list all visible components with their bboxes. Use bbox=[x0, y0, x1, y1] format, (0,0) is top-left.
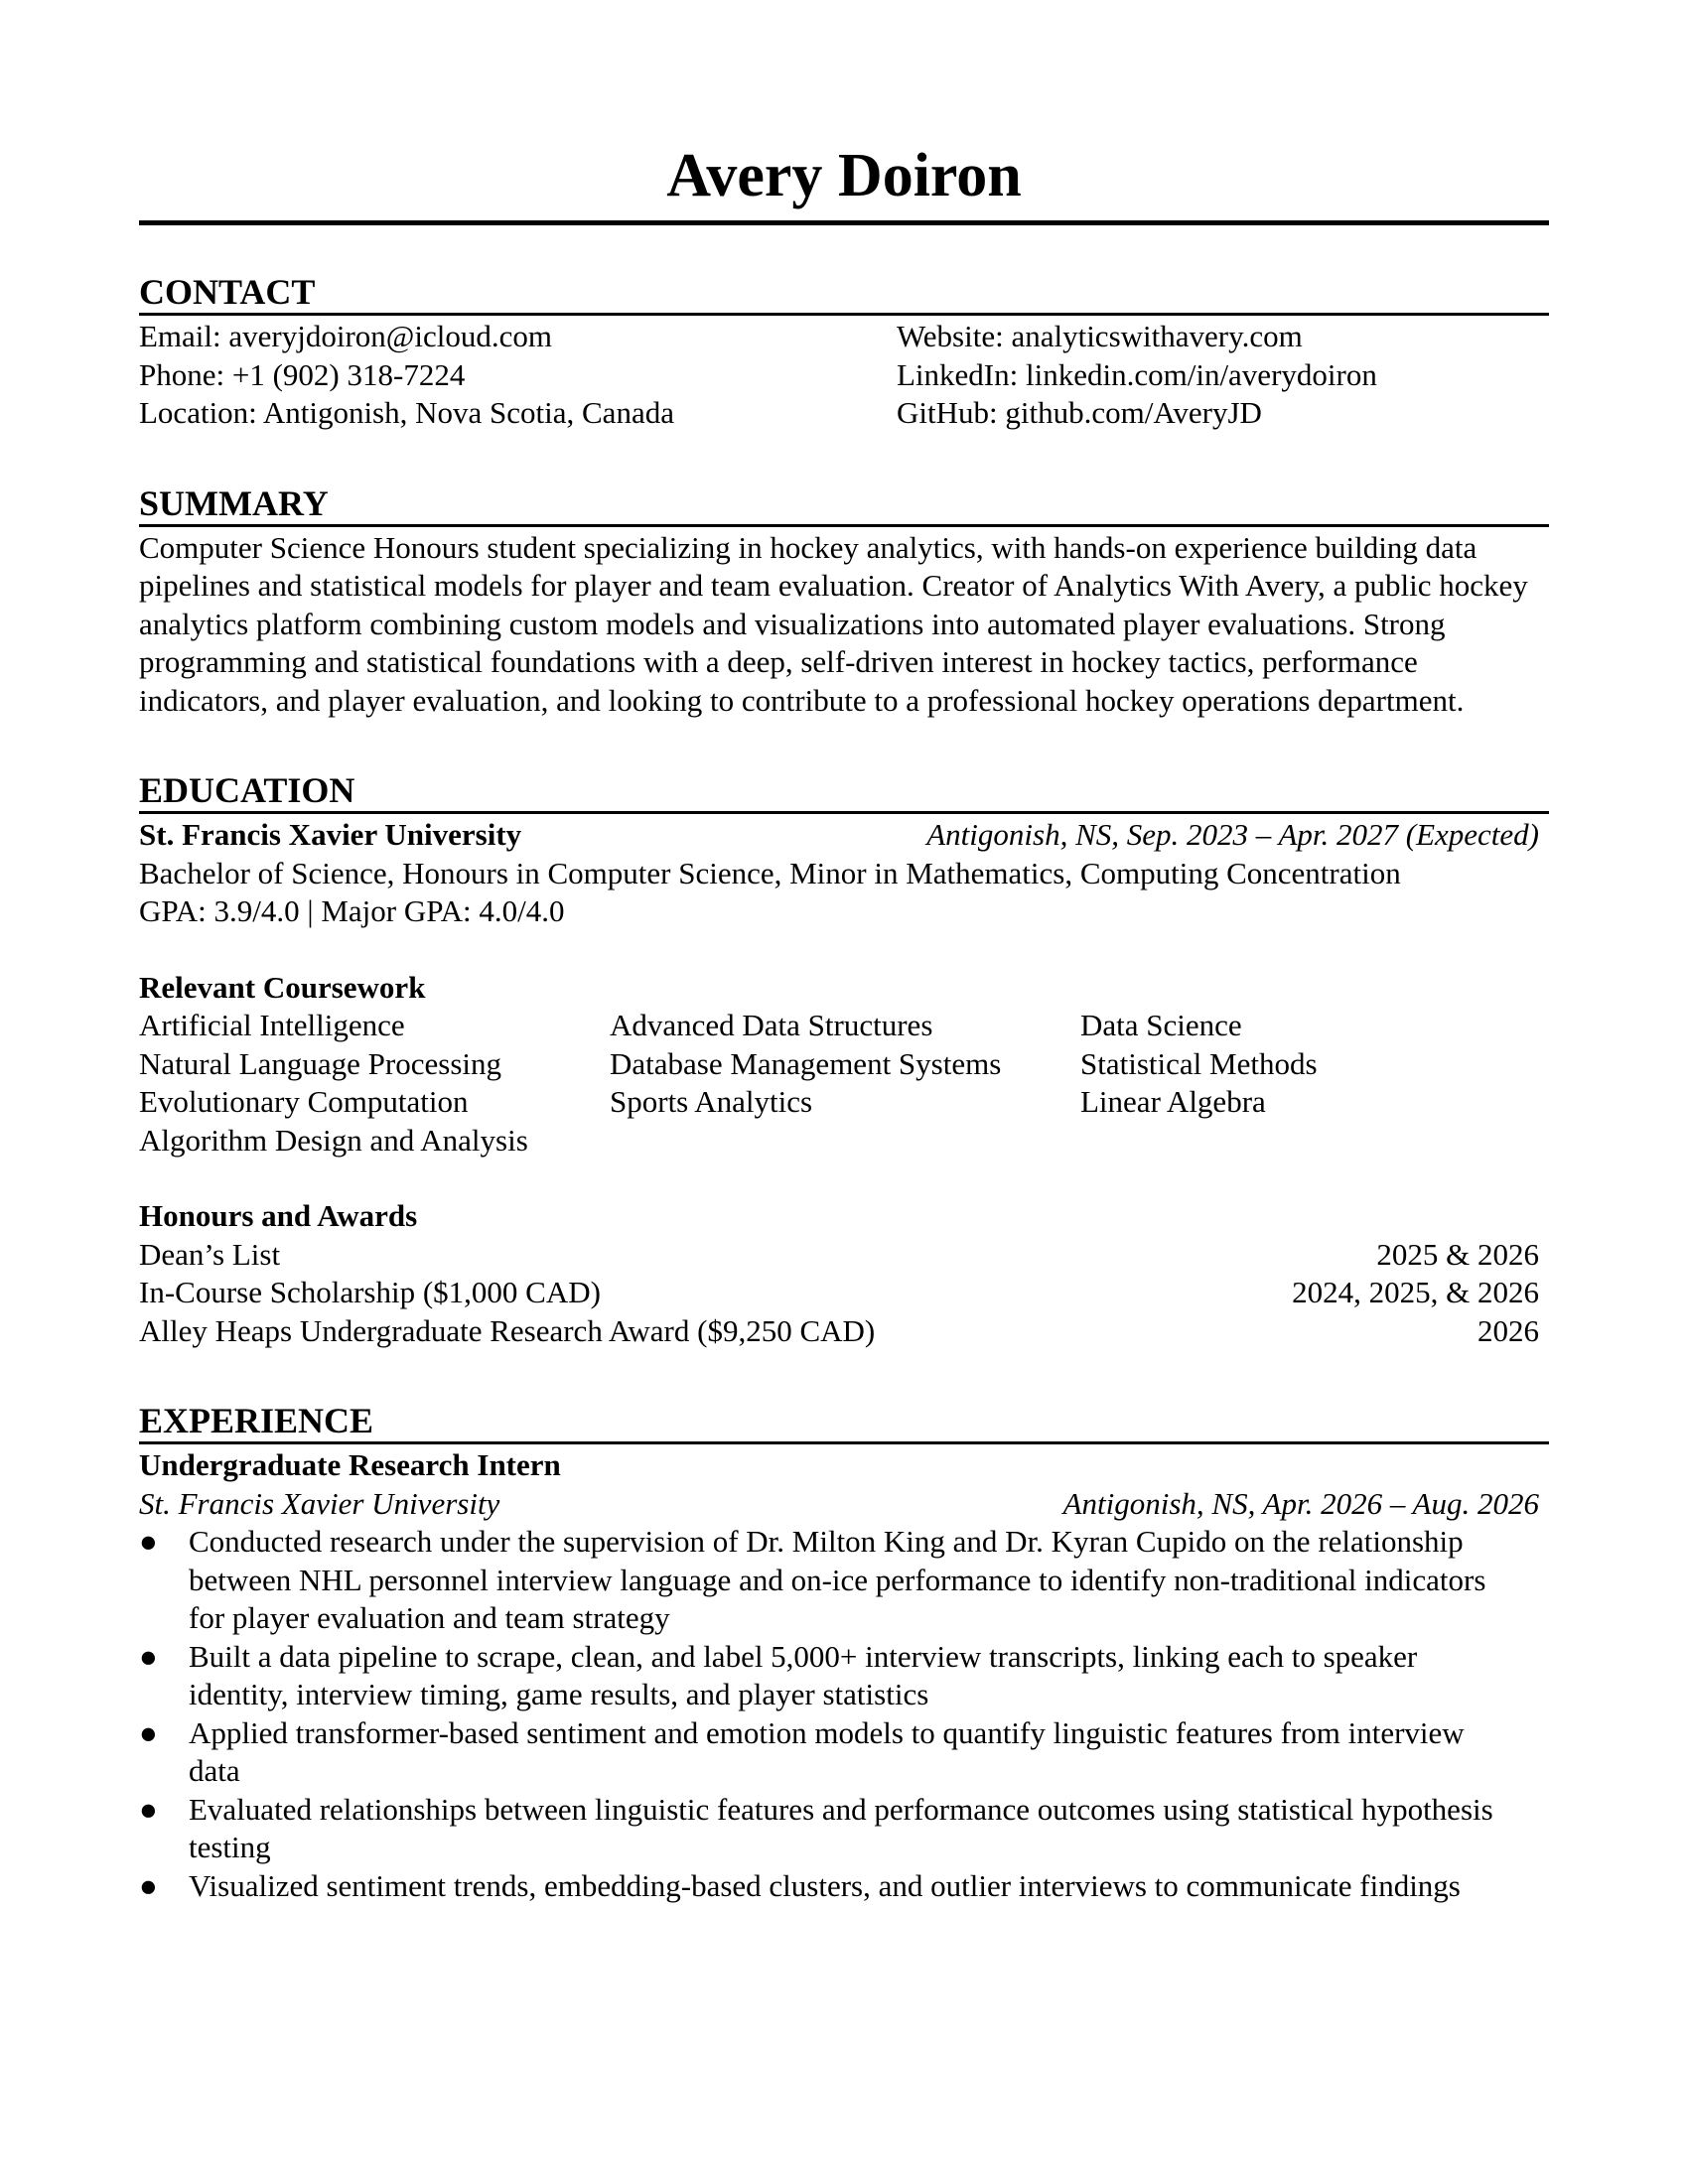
bullet-text: Visualized sentiment trends, embedding-based clusters, and outlier interviews to communicate findings bbox=[189, 1867, 1461, 1903]
resume-name: Avery Doiron bbox=[139, 141, 1549, 225]
bullet-text: Built a data pipeline to scrape, clean, and label 5,000+ interview transcripts, linking each to speaker identity, interview timing, game results, and player statistics bbox=[189, 1638, 1418, 1711]
job-location-dates: Antigonish, NS, Apr. 2026 – Aug. 2026 bbox=[1062, 1485, 1539, 1521]
award-row bbox=[139, 1236, 1549, 1275]
course-item: Natural Language Processing bbox=[139, 1045, 501, 1081]
list-item bbox=[139, 1791, 1549, 1867]
contact-linkedin: LinkedIn: linkedin.com/in/averydoiron bbox=[897, 356, 1377, 392]
list-item bbox=[139, 1638, 1549, 1714]
list-item bbox=[139, 1867, 1549, 1906]
coursework-heading: Relevant Coursework bbox=[139, 969, 426, 1005]
bullet-text: Conducted research under the supervision of Dr. Milton King and Dr. Kyran Cupido on the relationship between NHL personnel interview language and on-ice performance to identify non-traditional indicators for player evaluation and team strategy bbox=[189, 1524, 1486, 1635]
job-org-row bbox=[139, 1485, 1549, 1524]
school-location-dates: Antigonish, NS, Sep. 2023 – Apr. 2027 (Expected) bbox=[926, 817, 1539, 852]
course-item: Database Management Systems bbox=[610, 1045, 1002, 1081]
bullet-icon: ● bbox=[139, 1867, 158, 1903]
bullet-icon: ● bbox=[139, 1791, 158, 1827]
award-year: 2026 bbox=[1477, 1312, 1539, 1348]
job-role: Undergraduate Research Intern bbox=[139, 1447, 561, 1482]
education-heading: EDUCATION bbox=[139, 771, 1549, 814]
contact-heading: CONTACT bbox=[139, 273, 1549, 316]
course-item: Algorithm Design and Analysis bbox=[139, 1122, 528, 1158]
course-item bbox=[1080, 1122, 1549, 1160]
education-section bbox=[139, 771, 1549, 1350]
course-item: Artificial Intelligence bbox=[139, 1008, 405, 1042]
degree-text: Bachelor of Science, Honours in Computer Science, Minor in Mathematics, Computing Concentration bbox=[139, 855, 1401, 890]
bullet-text: Evaluated relationships between linguistic features and performance outcomes using statistical hypothesis testing bbox=[189, 1791, 1493, 1864]
award-year: 2025 & 2026 bbox=[1376, 1236, 1539, 1272]
awards-heading: Honours and Awards bbox=[139, 1198, 418, 1233]
contact-github: GitHub: github.com/AveryJD bbox=[897, 395, 1262, 430]
course-item: Data Science bbox=[1080, 1008, 1242, 1042]
award-row bbox=[139, 1274, 1549, 1312]
bullet-icon: ● bbox=[139, 1638, 158, 1674]
course-item: Sports Analytics bbox=[610, 1084, 813, 1119]
award-year: 2024, 2025, & 2026 bbox=[1292, 1275, 1539, 1309]
course-item: Evolutionary Computation bbox=[139, 1084, 469, 1119]
coursework-grid bbox=[139, 1007, 1549, 1160]
contact-website: Website: analyticswithavery.com bbox=[897, 319, 1303, 353]
contact-section bbox=[139, 273, 1549, 433]
contact-location: Location: Antigonish, Nova Scotia, Canada bbox=[139, 395, 674, 430]
summary-heading: SUMMARY bbox=[139, 484, 1549, 527]
bullet-icon: ● bbox=[139, 1714, 158, 1750]
school-name: St. Francis Xavier University bbox=[139, 817, 522, 852]
contact-email: Email: averyjdoiron@icloud.com bbox=[139, 319, 552, 353]
course-item bbox=[610, 1122, 1080, 1160]
contact-phone: Phone: +1 (902) 318-7224 bbox=[139, 356, 466, 392]
course-item: Linear Algebra bbox=[1080, 1084, 1266, 1119]
award-name: Dean’s List bbox=[139, 1236, 281, 1272]
award-name: In-Course Scholarship ($1,000 CAD) bbox=[139, 1275, 601, 1309]
award-row bbox=[139, 1312, 1549, 1351]
list-item bbox=[139, 1714, 1549, 1791]
contact-column-left bbox=[139, 318, 897, 433]
awards-list bbox=[139, 1236, 1549, 1351]
experience-section bbox=[139, 1402, 1549, 1905]
experience-heading: EXPERIENCE bbox=[139, 1402, 1549, 1444]
bullet-text: Applied transformer-based sentiment and emotion models to quantify linguistic features from interview data bbox=[189, 1714, 1465, 1788]
bullet-icon: ● bbox=[139, 1524, 158, 1559]
job-entry bbox=[139, 1446, 1549, 1905]
education-body bbox=[139, 816, 1549, 1350]
summary-text: Computer Science Honours student specializing in hockey analytics, with hands-on experience building data pipelines and statistical models for player and team evaluation. Creator of Analytics With Avery, a public hockey analytics platform combining custom models and visualizations into automated player evaluations. Strong programming and statistical foundations with a deep, self-driven interest in hockey tactics, performance indicators, and player evaluation, and looking to contribute to a professional hockey operations department. bbox=[139, 529, 1528, 718]
job-bullets bbox=[139, 1523, 1549, 1905]
course-item: Advanced Data Structures bbox=[610, 1008, 933, 1042]
job-org: St. Francis Xavier University bbox=[139, 1485, 500, 1521]
award-name: Alley Heaps Undergraduate Research Award ($9,250 CAD) bbox=[139, 1312, 876, 1348]
list-item bbox=[139, 1523, 1549, 1638]
education-school-row bbox=[139, 816, 1549, 855]
summary-section bbox=[139, 484, 1549, 721]
gpa-text: GPA: 3.9/4.0 | Major GPA: 4.0/4.0 bbox=[139, 893, 565, 928]
contact-column-right bbox=[897, 318, 1549, 433]
contact-grid bbox=[139, 318, 1549, 433]
course-item: Statistical Methods bbox=[1080, 1045, 1318, 1081]
